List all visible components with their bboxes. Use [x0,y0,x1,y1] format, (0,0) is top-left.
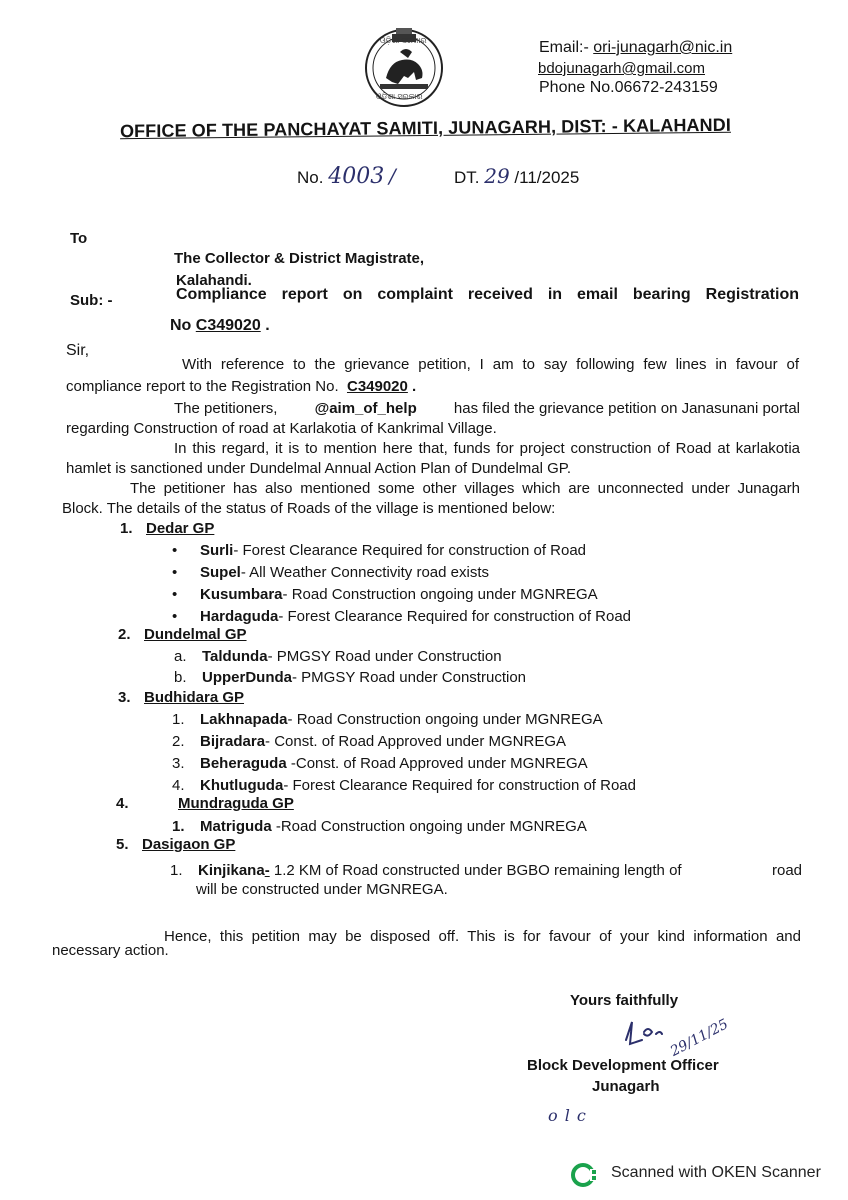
list-item: 1. Lakhnapada- Road Construction ongoing under MGNREGA [172,711,603,728]
paragraph-1-line-2: compliance report to the Registration No. C349020 . [66,378,417,395]
petitioner-handle: @aim_of_help [314,400,417,417]
email-primary[interactable]: ori-junagarh@nic.in [593,39,733,56]
paragraph-4-line-1: The petitioner has also mentioned some other villages which are unconnected under Junagarh [130,480,800,497]
list-item: • Supel- All Weather Connectivity road exists [172,564,490,581]
letter-number: 4003 [328,164,385,189]
emblem-top-text: ଓଡ଼ିଶା ସରକାର [380,36,427,45]
signature-date: 29/11/25 [667,1016,731,1060]
gp-heading: 3. Budhidara GP [118,689,245,706]
body-registration-number: C349020 [346,378,408,395]
list-item: 1. Matriguda -Road Construction ongoing under MGNREGA [172,818,587,835]
email-primary-line [539,38,732,58]
emblem-bottom-text: ଓଡ଼ିଶା ସରକାର [376,92,423,101]
list-item: 2. Bijradara- Const. of Road Approved under MGNREGA [172,733,567,750]
recipient-line-2: Kalahandi. [176,272,252,289]
email-secondary[interactable]: bdojunagarh@gmail.com [538,60,705,77]
gp-heading: 2. Dundelmal GP [118,626,247,643]
list-item: 3. Beheraguda -Const. of Road Approved under MGNREGA [172,755,588,772]
office-title: OFFICE OF THE PANCHAYAT SAMITI, JUNAGARH, DIST: - KALAHANDI [119,114,732,142]
handwritten-note: o l c [548,1106,587,1125]
list-item: 1. Kinjikana- 1.2 KM of Road constructed under BGBO remaining length of [170,862,682,879]
scanner-watermark: Scanned with OKEN Scanner [611,1164,821,1181]
designation: Block Development Officer [527,1057,719,1074]
recipient-line-1: The Collector & District Magistrate, [174,250,425,267]
subject-line-2: No C349020 . [170,317,270,334]
paragraph-1-line-1: With reference to the grievance petition, I am to say following few lines in favour of [182,356,799,373]
list-item: b. UpperDunda- PMGSY Road under Construction [174,669,527,686]
subject-line-1: Compliance report on complaint received in email bearing Registration [176,286,799,303]
place: Junagarh [592,1078,660,1095]
paragraph-4-line-2: Block. The details of the status of Roads of the village is mentioned below: [62,500,556,517]
to-label: To [70,230,88,247]
list-item: • Surli- Forest Clearance Required for construction of Road [172,542,587,559]
gp-heading: 1. Dedar GP [120,520,215,537]
paragraph-3-line-2: hamlet is sanctioned under Dundelmal Annual Action Plan of Dundelmal GP. [66,460,572,477]
oken-scanner-logo-icon [570,1160,600,1190]
paragraph-2-line-2: regarding Construction of road at Karlakotia of Kankrimal Village. [66,420,497,437]
gp-heading: 4. Mundraguda GP [116,795,294,812]
list-item: a. Taldunda- PMGSY Road under Construction [174,648,502,665]
letter-date-row: DT. 29 /11/2025 [454,164,580,188]
salutation: Sir, [66,342,90,359]
paragraph-3-line-1: In this regard, it is to mention here that, funds for project construction of Road at karlakotia [174,440,800,457]
subject-label: Sub: - [70,292,113,309]
letter-number-row: No. 4003 / [297,164,396,189]
email-label: Email:- [539,39,589,56]
list-item-continuation: will be constructed under MGNREGA. [196,881,448,898]
paragraph-2-line-1: The petitioners, @aim_of_help has filed the grievance petition on Janasunani portal [174,400,800,417]
list-item-tail: road [772,862,803,879]
closing-line-1: Hence, this petition may be disposed off. This is for favour of your kind information and [164,928,801,945]
phone-number: Phone No.06672-243159 [539,79,718,96]
list-item: • Hardaguda- Forest Clearance Required for construction of Road [172,608,632,625]
letter-date-day: 29 [484,164,510,188]
closing-line-2: necessary action. [52,942,169,959]
yours-faithfully: Yours faithfully [570,992,679,1009]
list-item: 4. Khutluguda- Forest Clearance Required for construction of Road [172,777,636,794]
subject-registration-number: C349020 [195,317,261,334]
gp-heading: 5. Dasigaon GP [116,836,236,853]
list-item: • Kusumbara- Road Construction ongoing under MGNREGA [172,586,598,603]
